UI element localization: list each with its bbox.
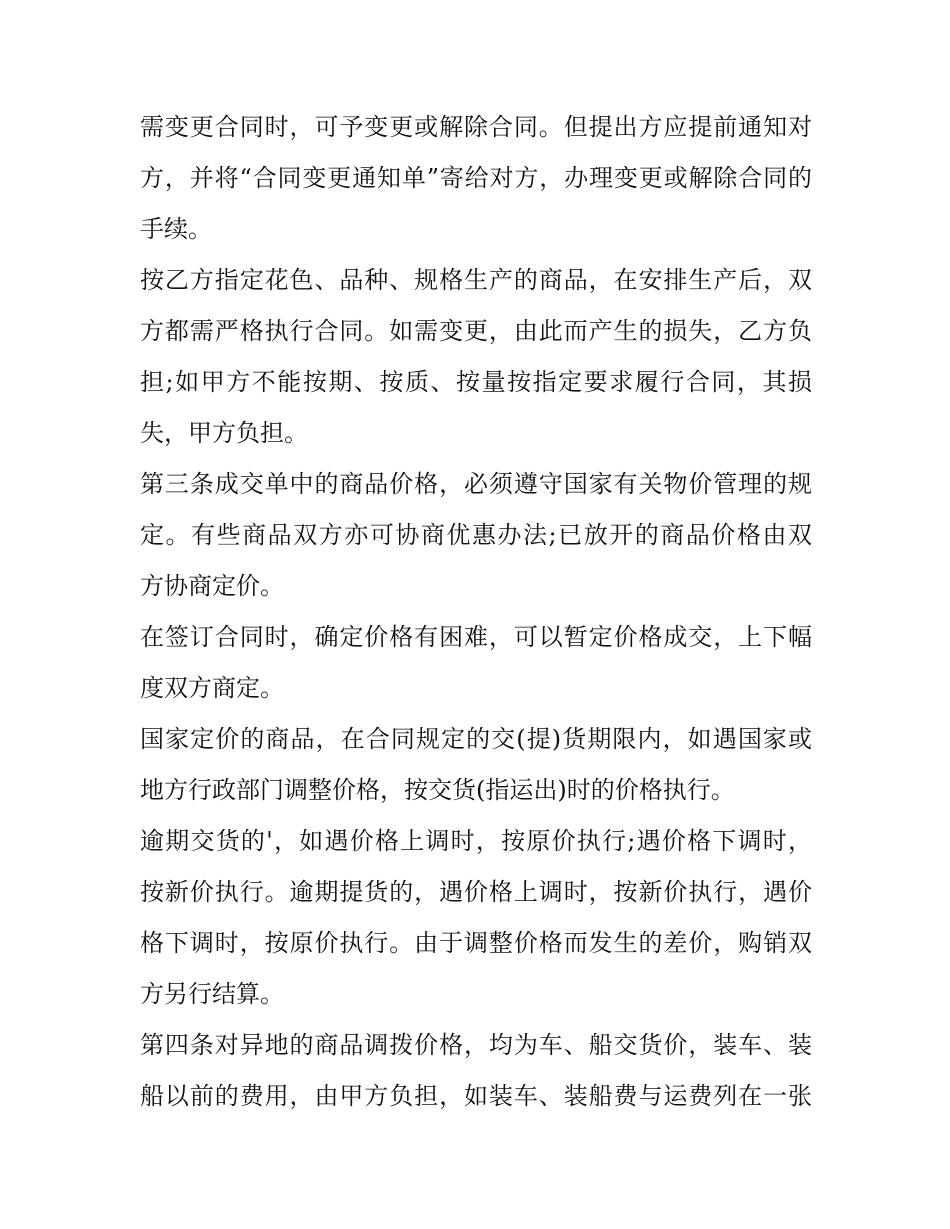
paragraph-provisional-price (140, 612, 812, 714)
text-line: 格下调时，按原价执行。由于调整价格而发生的差价，购销双 (140, 929, 812, 957)
text-line: 方另行结算。 (140, 980, 284, 1008)
text-line: 按乙方指定花色、品种、规格生产的商品，在安排生产后，双 (140, 266, 812, 294)
text-line: 船以前的费用，由甲方负担，如装车、装船费与运费列在一张 (140, 1082, 812, 1110)
text-line: 第三条成交单中的商品价格，必须遵守国家有关物价管理的规 (140, 470, 812, 498)
paragraph-specified-production (140, 255, 812, 459)
text-line: 地方行政部门调整价格，按交货(指运出)时的价格执行。 (140, 776, 735, 804)
text-line: 国家定价的商品，在合同规定的交(提)货期限内，如遇国家或 (140, 725, 812, 753)
text-line: 担;如甲方不能按期、按质、按量按指定要求履行合同，其损 (140, 368, 812, 396)
paragraph-overdue-delivery (140, 816, 812, 1020)
text-line: 方协商定价。 (140, 572, 284, 600)
text-line: 方都需严格执行合同。如需变更，由此而产生的损失，乙方负 (140, 317, 812, 345)
text-line: 方，并将“合同变更通知单”寄给对方，办理变更或解除合同的 (140, 164, 812, 192)
paragraph-article-four (140, 1020, 812, 1122)
text-line: 第四条对异地的商品调拨价格，均为车、船交货价，装车、装 (140, 1031, 812, 1059)
text-line: 失，甲方负担。 (140, 419, 308, 447)
text-line: 按新价执行。逾期提货的，遇价格上调时，按新价执行，遇价 (140, 878, 812, 906)
text-line: 度双方商定。 (140, 674, 284, 702)
text-line: 手续。 (140, 215, 212, 243)
paragraph-state-pricing (140, 714, 812, 816)
text-line: 逾期交货的'，如遇价格上调时，按原价执行;遇价格下调时， (140, 827, 812, 855)
text-line: 定。有些商品双方亦可协商优惠办法;已放开的商品价格由双 (140, 521, 812, 549)
text-line: 在签订合同时，确定价格有困难，可以暂定价格成交，上下幅 (140, 623, 812, 651)
paragraph-article-three (140, 459, 812, 612)
text-line: 需变更合同时，可予变更或解除合同。但提出方应提前通知对 (140, 113, 812, 141)
document-body (140, 102, 812, 1122)
paragraph-contract-change (140, 102, 812, 255)
